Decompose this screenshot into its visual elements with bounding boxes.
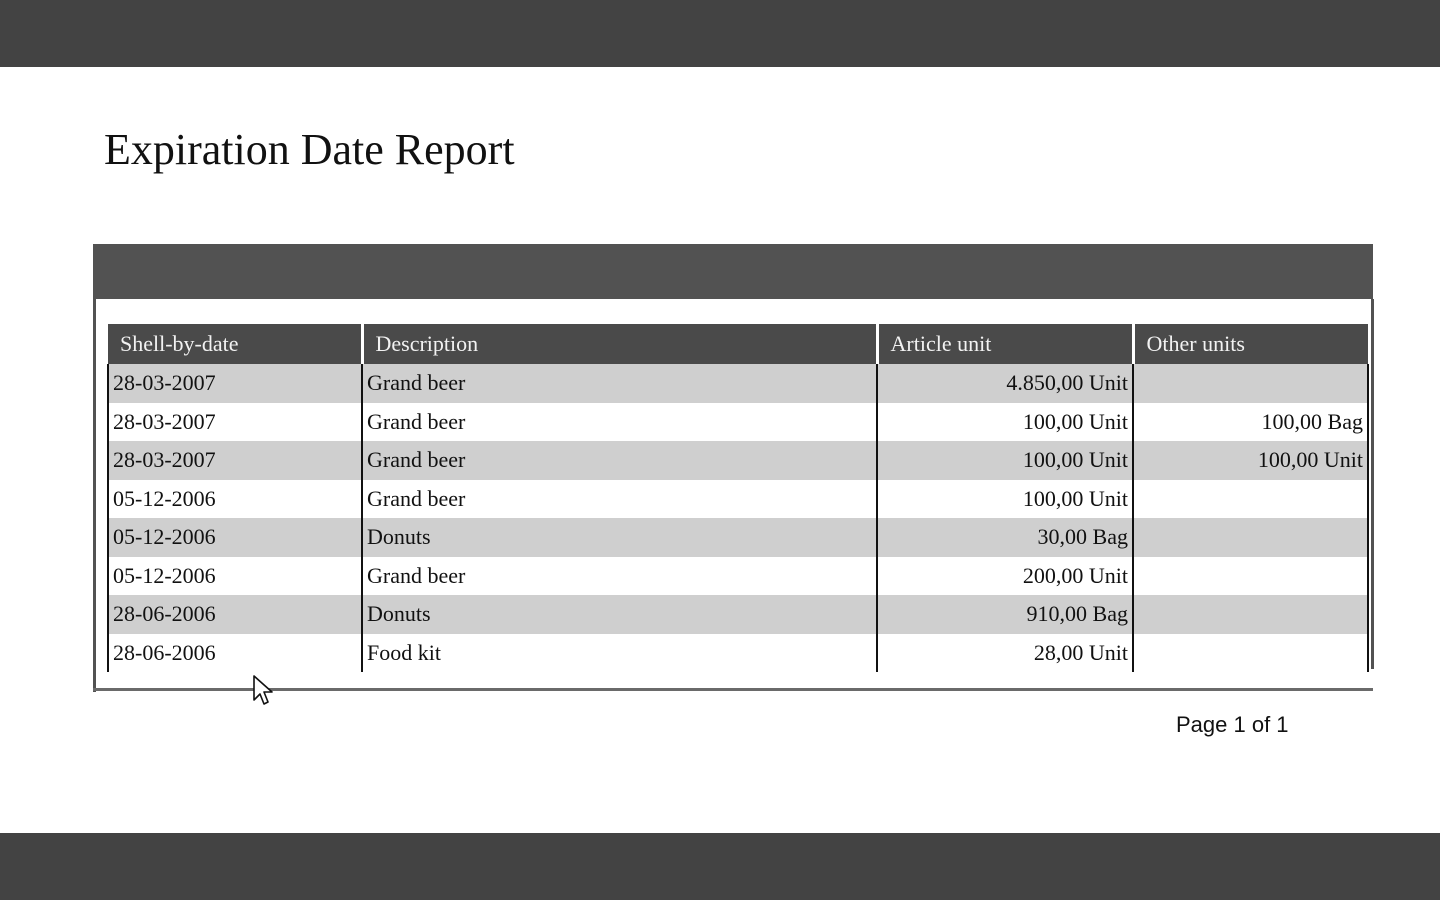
cell-date: 28-06-2006 [108,634,362,673]
cell-article-unit: 100,00 Unit [877,480,1133,519]
table-row [108,441,1368,480]
cell-description: Donuts [362,518,877,557]
column-header-article-unit: Article unit [877,324,1133,364]
cell-date: 28-03-2007 [108,441,362,480]
cell-other-units [1133,518,1368,557]
cell-date: 28-03-2007 [108,403,362,442]
table-row [108,480,1368,519]
table-row [108,364,1368,403]
frame-border-left [93,299,96,692]
cell-date: 05-12-2006 [108,480,362,519]
cell-description: Grand beer [362,441,877,480]
table-row [108,595,1368,634]
cell-other-units [1133,364,1368,403]
cell-date: 28-03-2007 [108,364,362,403]
table-row [108,403,1368,442]
mouse-cursor-icon [252,674,276,708]
report-frame-header [93,244,1373,299]
viewer-top-bar [0,0,1440,67]
cell-description: Donuts [362,595,877,634]
frame-border-bottom [93,688,1373,691]
cell-date: 05-12-2006 [108,557,362,596]
cell-description: Grand beer [362,557,877,596]
column-header-shelf-date: Shell-by-date [108,324,362,364]
viewer-bottom-bar [0,833,1440,900]
cell-article-unit: 910,00 Bag [877,595,1133,634]
cell-article-unit: 200,00 Unit [877,557,1133,596]
column-header-other-units: Other units [1133,324,1368,364]
cell-description: Grand beer [362,364,877,403]
table-row [108,634,1368,673]
cell-date: 28-06-2006 [108,595,362,634]
table-row [108,557,1368,596]
cell-other-units [1133,634,1368,673]
cell-article-unit: 100,00 Unit [877,441,1133,480]
cell-date: 05-12-2006 [108,518,362,557]
frame-border-right [1371,299,1374,669]
cell-description: Grand beer [362,403,877,442]
column-header-description: Description [362,324,877,364]
cell-article-unit: 28,00 Unit [877,634,1133,673]
cell-description: Food kit [362,634,877,673]
cell-other-units [1133,595,1368,634]
cell-article-unit: 30,00 Bag [877,518,1133,557]
cell-other-units: 100,00 Bag [1133,403,1368,442]
cell-other-units [1133,557,1368,596]
report-title: Expiration Date Report [104,125,515,174]
expiration-table [107,324,1369,672]
cell-description: Grand beer [362,480,877,519]
page-indicator: Page 1 of 1 [1176,712,1289,737]
table-row [108,518,1368,557]
cell-article-unit: 100,00 Unit [877,403,1133,442]
cell-article-unit: 4.850,00 Unit [877,364,1133,403]
cell-other-units [1133,480,1368,519]
cell-other-units: 100,00 Unit [1133,441,1368,480]
table-header-row [108,324,1368,364]
